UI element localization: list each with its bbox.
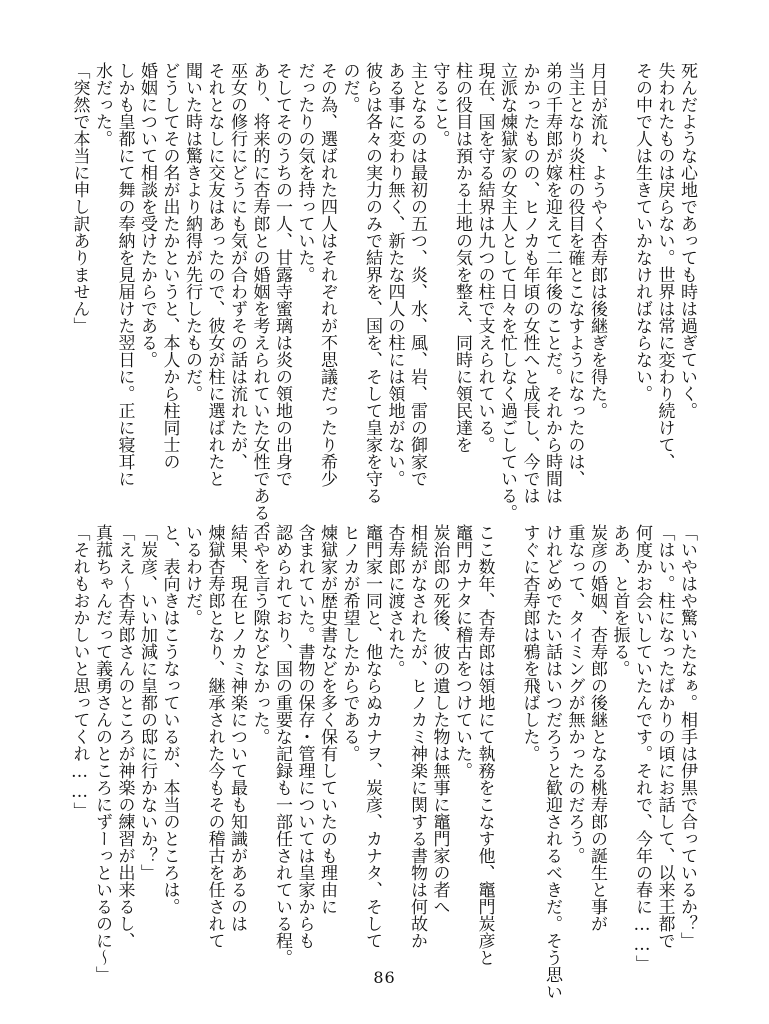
text-line: 「いやはや驚いたなぁ。相手は伊黒で合っているか？」 bbox=[677, 524, 697, 949]
text-line: どうしてその名が出たかというと、本人から柱同士の bbox=[159, 62, 180, 470]
text-line: 柱の役目は預かる土地の気を整え、同時に領民達を bbox=[452, 62, 472, 453]
text-line: その中で人は生きていかなければならない。 bbox=[632, 62, 652, 402]
text-line: ここ数年、杏寿郎は領地にて執務をこなす他、竈門炭彦と bbox=[474, 524, 495, 966]
page-number: 86 bbox=[373, 968, 396, 987]
text-line: あり、将来的に杏寿郎との婚姻を考えられていた女性である。 bbox=[249, 62, 270, 538]
text-line: 現在、国を守る結界は九つの柱で支えられている。 bbox=[474, 62, 495, 453]
text-line: 「それもおかしいと思ってくれ……」 bbox=[69, 524, 90, 819]
text-line: 死んだような心地であっても時は過ぎていく。 bbox=[677, 62, 697, 419]
text-line: 炭治郎の死後、彼の遺した物は無事に竈門家の者へ bbox=[429, 524, 450, 915]
text-line: ある事に変わり無く、新たな四人の柱には領地がない。 bbox=[384, 62, 405, 487]
text-line: のだ。 bbox=[339, 62, 360, 113]
text-line: ああ、と首を振る。 bbox=[609, 524, 630, 677]
text-line: かかったものの、ヒノカも年頃の女性へと成長し、今では bbox=[519, 62, 540, 504]
text-line: 婚姻について相談を受けたからである。 bbox=[137, 62, 157, 368]
text-line: 重なって、タイミングが無かったのだろう。 bbox=[564, 524, 585, 864]
text-line: 竈門家一同と、他ならぬカナヲ、炭彦、カナタ、そして bbox=[362, 524, 382, 949]
text-line: それとなしに交友はあったので、彼女が柱に選ばれたと bbox=[204, 62, 225, 487]
text-line: けれどめでたい話はいつだろうと歓迎されるべきだ。そう思い bbox=[542, 524, 562, 1000]
text-line: 当主となり炎柱の役目を確とこなすようになったのは、 bbox=[564, 62, 585, 487]
text-line: すぐに杏寿郎は鴉を飛ばした。 bbox=[519, 524, 540, 762]
text-line: 竈門カナタに稽古をつけていた。 bbox=[452, 524, 472, 779]
text-line: 月日が流れ、ようやく杏寿郎は後継ぎを得た。 bbox=[587, 62, 607, 419]
text-line: 巫女の修行にどうにも気が合わずその話は流れたが、 bbox=[227, 62, 247, 470]
text-line: 煉獄杏寿郎となり、継承された今もその稽古を任されて bbox=[204, 524, 225, 949]
text-line: 「突然で本当に申し訳ありません」 bbox=[69, 62, 90, 334]
text-line: 相続がなされたが、ヒノカミ神楽に関する書物は何故か bbox=[407, 524, 427, 949]
text-line: しかも皇都にて舞の奉納を見届けた翌日に。正に寝耳に bbox=[114, 62, 135, 487]
text-line: 「炭彦、いい加減に皇都の邸に行かないか？」 bbox=[137, 524, 157, 881]
text-line: 炭彦の婚姻、杏寿郎の後継となる桃寿郎の誕生と事が bbox=[587, 524, 607, 932]
text-line: ヒノカが希望したからである。 bbox=[339, 524, 360, 762]
text-line: 弟の千寿郎が嫁を迎えて二年後のことだ。それから時間は bbox=[542, 62, 562, 504]
text-line: その為、選ばれた四人はそれぞれが不思議だったり希少 bbox=[317, 62, 337, 487]
text-line bbox=[608, 62, 631, 506]
text-line: そしてそのうちの一人、甘露寺蜜璃は炎の領地の出身で bbox=[272, 62, 292, 487]
text-line: と、表向きはこうなっているが、本当のところは。 bbox=[159, 524, 180, 915]
text-line: だったりの気を持っていた。 bbox=[294, 62, 315, 283]
text-line: 杏寿郎に渡された。 bbox=[384, 524, 405, 677]
text-line: 「ええ～杏寿郎さんのところが神楽の練習が出来るし、 bbox=[114, 524, 135, 949]
text-line: 立派な煉獄家の女主人として日々を忙しなく過ごしている。 bbox=[497, 62, 517, 521]
text-line: 何度かお会いしていたんです。それで、今年の春に……」 bbox=[632, 524, 652, 972]
text-line: 聞いた時は驚きより納得が先行したものだ。 bbox=[182, 62, 202, 402]
text-line: 真菰ちゃんだって義勇さんのところにずーっといるのに～」 bbox=[92, 524, 112, 983]
text-line: 守ること。 bbox=[429, 62, 450, 147]
text-line: 彼らは各々の実力のみで結界を、国を、そして皇家を守る bbox=[362, 62, 382, 504]
text-line: 認められており、国の重要な記録も一部任されている程。 bbox=[272, 524, 292, 966]
text-line: いるわけだ。 bbox=[182, 524, 202, 626]
text-line: 否やを言う隙などなかった。 bbox=[249, 524, 270, 745]
text-line: 結果、現在ヒノカミ神楽について最も知識があるのは bbox=[227, 524, 247, 932]
text-line: 含まれていた。書物の保存・管理については皇家からも bbox=[294, 524, 315, 949]
text-line: 主となるのは最初の五つ、炎、水、風、岩、雷の御家で bbox=[407, 62, 427, 487]
text-line: 「はい。柱になったばかりの頃にお話して、以来王都で bbox=[654, 524, 675, 949]
text-line bbox=[496, 524, 519, 956]
text-line: 水だった。 bbox=[92, 62, 112, 147]
text-line: 煉獄家が歴史書などを多く保有していたのも理由に bbox=[317, 524, 337, 915]
text-line: 失われたものは戻らない。世界は常に変わり続けて、 bbox=[654, 62, 675, 470]
text-block-top bbox=[69, 62, 698, 538]
